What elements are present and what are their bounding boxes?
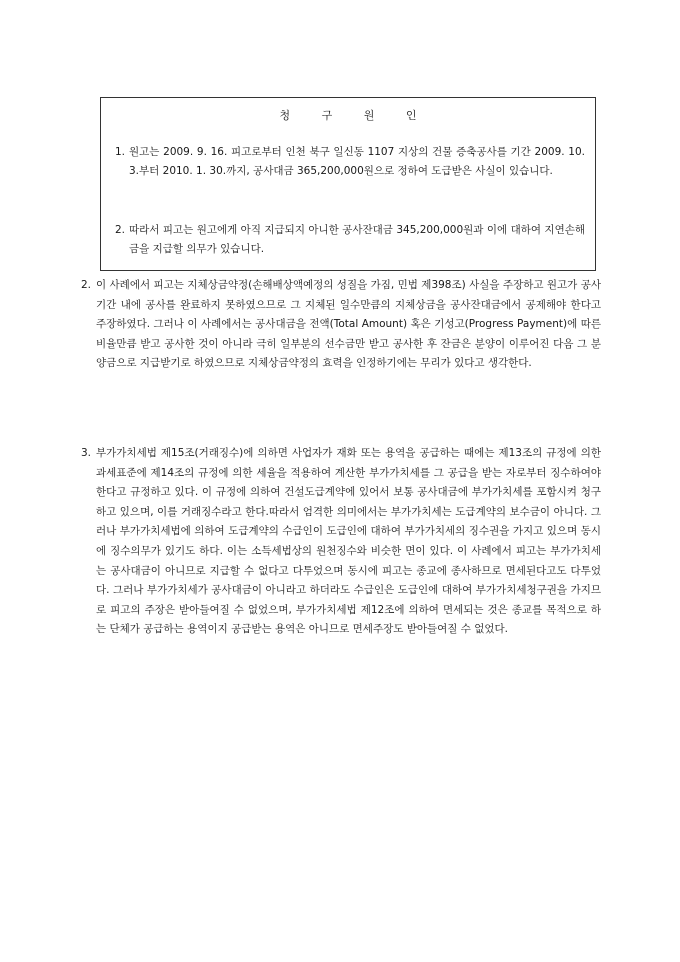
claim-item-number: 2.	[115, 224, 126, 236]
paragraph-text: 이 사례에서 피고는 지체상금약정(손해배상액예정의 성질을 가짐, 민법 제398조) 사실을 주장하고 원고가 공사기간 내에 공사를 완료하지 못하였으므로 그 지체된 일수만큼의 지체상금을 공사잔대금에서 공제해야 한다고 주장하였다. 그러나 이 사례에서는 공사대금을 전액(Total Amount) 혹은 기성고(Progress Payment)에 따른 비율만큼 받고 공사한 것이 아니라 극히 일부분의 선수금만 받고 공사한 후 잔금은 분양이 이루어진 다음 그 분양금으로 지급받기로 하였으므로 지체상금약정의 효력을 인정하기에는 무리가 있다고 생각한다.	[96, 279, 601, 370]
claim-item-1	[115, 143, 585, 181]
claim-item-2	[115, 221, 585, 259]
claim-item-number: 1.	[115, 146, 126, 158]
paragraph-number: 2.	[81, 279, 92, 291]
claim-box-title: 청 구 원 인	[279, 109, 431, 122]
paragraph-number: 3.	[81, 447, 92, 459]
claim-item-text: 원고는 2009. 9. 16. 피고로부터 인천 북구 일신동 1107 지상의 건물 증축공사를 기간 2009. 10. 3.부터 2010. 1. 30.까지, 공사대금 365,200,000원으로 정하여 도급받은 사실이 있습니다.	[129, 146, 585, 177]
paragraph-3	[81, 444, 601, 640]
paragraph-2	[81, 276, 601, 374]
claim-cause-box	[100, 97, 596, 271]
claim-item-text: 따라서 피고는 원고에게 아직 지급되지 아니한 공사잔대금 345,200,000원과 이에 대하여 지연손해금을 지급할 의무가 있습니다.	[129, 224, 585, 255]
paragraph-text: 부가가치세법 제15조(거래징수)에 의하면 사업자가 재화 또는 용역을 공급하는 때에는 제13조의 규정에 의한 과세표준에 제14조의 규정에 의한 세율을 적용하여 계산한 부가가치세를 그 공급을 받는 자로부터 징수하여야 한다고 규정하고 있다. 이 규정에 의하여 건설도급계약에 있어서 보통 공사대금에 부가가치세를 포함시켜 청구하고 있으며, 이를 거래징수라고 한다.따라서 엄격한 의미에서는 부가가치세는 도급계약의 보수금이 아니다. 그러나 부가가치세법에 의하여 도급계약의 수급인이 도급인에 대하여 부가가치세의 징수권을 가지고 있으며 동시에 징수의무가 있기도 하다. 이는 소득세법상의 원천징수와 비슷한 면이 있다. 이 사례에서 피고는 부가가치세는 공사대금이 아니므로 지급할 수 없다고 다투었으며 동시에 피고는 종교에 종사하므로 면세된다고도 다투었다. 그러나 부가가치세가 공사대금이 아니라고 하더라도 수급인은 도급인에 대하여 부가가치세청구권을 가지므로 피고의 주장은 받아들여질 수 없었으며, 부가가치세법 제12조에 의하여 면세되는 것은 종교를 목적으로 하는 단체가 공급하는 용역이지 공급받는 용역은 아니므로 면세주장도 받아들여질 수 없었다.	[96, 447, 601, 636]
